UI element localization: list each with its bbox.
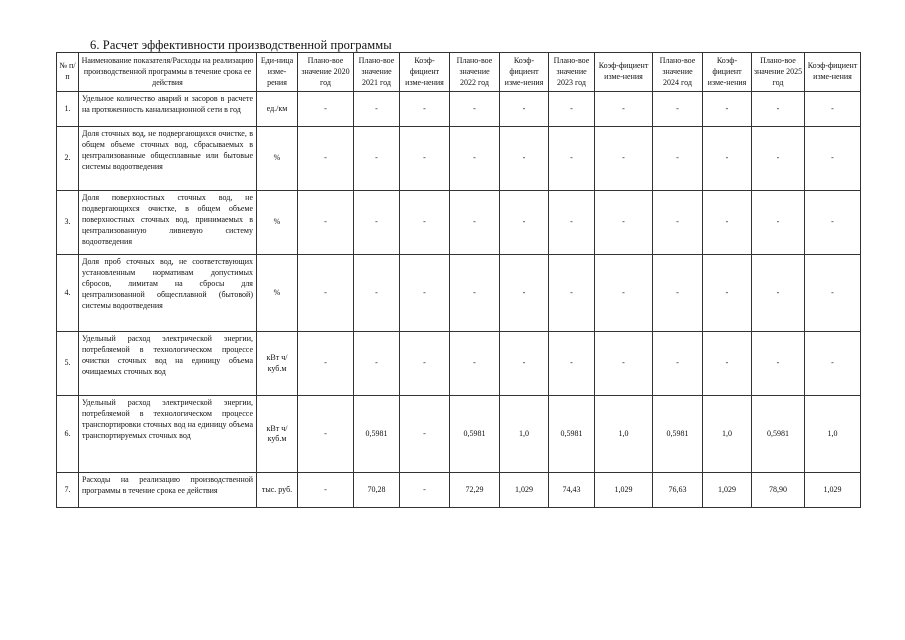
cell-value: - [298,255,354,332]
cell-value: - [400,396,450,473]
table-row [57,92,861,127]
cell-value: 70,28 [354,473,400,508]
header-row [57,53,861,92]
header-plan-2020: Плано-вое значение 2020 год [298,53,354,92]
header-coef-2024: Коэф-фициент изме-нения [703,53,752,92]
row-num: 5. [57,332,79,396]
cell-value: 78,90 [752,473,805,508]
header-coef-2023: Коэф-фициент изме-нения [595,53,653,92]
header-unit: Еди-ница изме-рения [257,53,298,92]
cell-value: - [298,92,354,127]
cell-value: - [450,332,500,396]
header-name: Наименование показателя/Расходы на реализацию производственной программы в течение срока ее действия [79,53,257,92]
row-name: Удельное количество аварий и засоров в расчете на протяженность канализационной сети в год [79,92,257,127]
cell-value: - [653,332,703,396]
cell-value: - [805,92,861,127]
cell-value: - [653,191,703,255]
cell-value: - [298,332,354,396]
cell-value: 1,029 [500,473,549,508]
header-coef-2025: Коэф-фициент изме-нения [805,53,861,92]
header-num: № п/п [57,53,79,92]
cell-value: - [805,255,861,332]
cell-value: - [500,92,549,127]
cell-value: - [400,332,450,396]
cell-value: - [703,92,752,127]
cell-value: - [595,255,653,332]
row-name: Удельный расход электрической энергии, потребляемой в технологическом процессе очистки сточных вод на единицу объема очищаемых сточных вод [79,332,257,396]
cell-value: 1,0 [805,396,861,473]
cell-value: - [298,191,354,255]
cell-value: - [653,92,703,127]
cell-value: 76,63 [653,473,703,508]
cell-value: - [450,92,500,127]
cell-value: - [805,191,861,255]
cell-value: - [752,332,805,396]
table-row [57,127,861,191]
table-row [57,255,861,332]
cell-value: - [450,255,500,332]
cell-value: - [400,255,450,332]
cell-value: - [400,191,450,255]
row-name: Доля сточных вод, не подвергающихся очистке, в общем объеме сточных вод, сбрасываемых в централизованные общесплавные или бытовые системы водоотведения [79,127,257,191]
cell-value: - [595,92,653,127]
header-plan-2023: Плано-вое значение 2023 год [549,53,595,92]
cell-value: - [354,191,400,255]
cell-value: 1,0 [595,396,653,473]
cell-value: - [703,332,752,396]
row-num: 1. [57,92,79,127]
cell-value: 0,5981 [354,396,400,473]
cell-value: - [450,191,500,255]
cell-value: - [298,396,354,473]
cell-value: - [805,127,861,191]
cell-value: - [653,127,703,191]
cell-value: - [805,332,861,396]
cell-value: - [549,127,595,191]
table-row [57,473,861,508]
row-unit: тыс. руб. [257,473,298,508]
cell-value: - [500,332,549,396]
cell-value: - [703,127,752,191]
cell-value: - [595,332,653,396]
table-row [57,332,861,396]
cell-value: - [549,191,595,255]
header-plan-2024: Плано-вое значение 2024 год [653,53,703,92]
row-unit: ед./км [257,92,298,127]
row-num: 2. [57,127,79,191]
cell-value: - [500,255,549,332]
cell-value: 72,29 [450,473,500,508]
cell-value: - [354,92,400,127]
cell-value: 0,5981 [752,396,805,473]
cell-value: 1,0 [703,396,752,473]
row-name: Удельный расход электрической энергии, потребляемой в технологическом процессе транспортировки сточных вод на единицу объема транспортируемых сточных вод [79,396,257,473]
cell-value: - [500,127,549,191]
cell-value: 1,029 [595,473,653,508]
cell-value: - [400,473,450,508]
header-plan-2025: Плано-вое значение 2025 год [752,53,805,92]
row-name: Расходы на реализацию производственной программы в течение срока ее действия [79,473,257,508]
header-plan-2022: Плано-вое значение 2022 год [450,53,500,92]
cell-value: - [549,255,595,332]
cell-value: - [400,92,450,127]
row-unit: кВт ч/куб.м [257,396,298,473]
row-unit: % [257,255,298,332]
header-coef-2022: Коэф-фициент изме-нения [500,53,549,92]
cell-value: 1,029 [805,473,861,508]
cell-value: - [450,127,500,191]
cell-value: - [298,127,354,191]
row-num: 4. [57,255,79,332]
header-coef-2021: Коэф-фициент изме-нения [400,53,450,92]
cell-value: - [500,191,549,255]
cell-value: - [400,127,450,191]
efficiency-table [56,52,861,508]
cell-value: 0,5981 [653,396,703,473]
cell-value: - [354,255,400,332]
cell-value: 1,0 [500,396,549,473]
cell-value: - [752,255,805,332]
row-name: Доля проб сточных вод, не соответствующих установленным нормативам допустимых сбросов, лимитам на сбросы для централизованной общесплавной (бытовой) системы водоотведения [79,255,257,332]
cell-value: 0,5981 [549,396,595,473]
table-row [57,396,861,473]
cell-value: - [703,255,752,332]
cell-value: - [354,332,400,396]
cell-value: 74,43 [549,473,595,508]
row-num: 7. [57,473,79,508]
cell-value: - [549,332,595,396]
cell-value: - [703,191,752,255]
cell-value: - [354,127,400,191]
section-title: 6. Расчет эффективности производственной программы [90,38,392,52]
cell-value: 0,5981 [450,396,500,473]
row-unit: % [257,191,298,255]
header-plan-2021: Плано-вое значение 2021 год [354,53,400,92]
table-row [57,191,861,255]
row-unit: кВт ч/куб.м [257,332,298,396]
cell-value: - [298,473,354,508]
row-num: 6. [57,396,79,473]
cell-value: - [595,191,653,255]
cell-value: - [549,92,595,127]
cell-value: - [752,92,805,127]
cell-value: - [752,127,805,191]
row-num: 3. [57,191,79,255]
cell-value: - [595,127,653,191]
row-unit: % [257,127,298,191]
cell-value: 1,029 [703,473,752,508]
row-name: Доля поверхностных сточных вод, не подвергающихся очистке, в общем объеме поверхностных сточных вод, принимаемых в централизованную ливневую систему водоотведения [79,191,257,255]
cell-value: - [752,191,805,255]
cell-value: - [653,255,703,332]
